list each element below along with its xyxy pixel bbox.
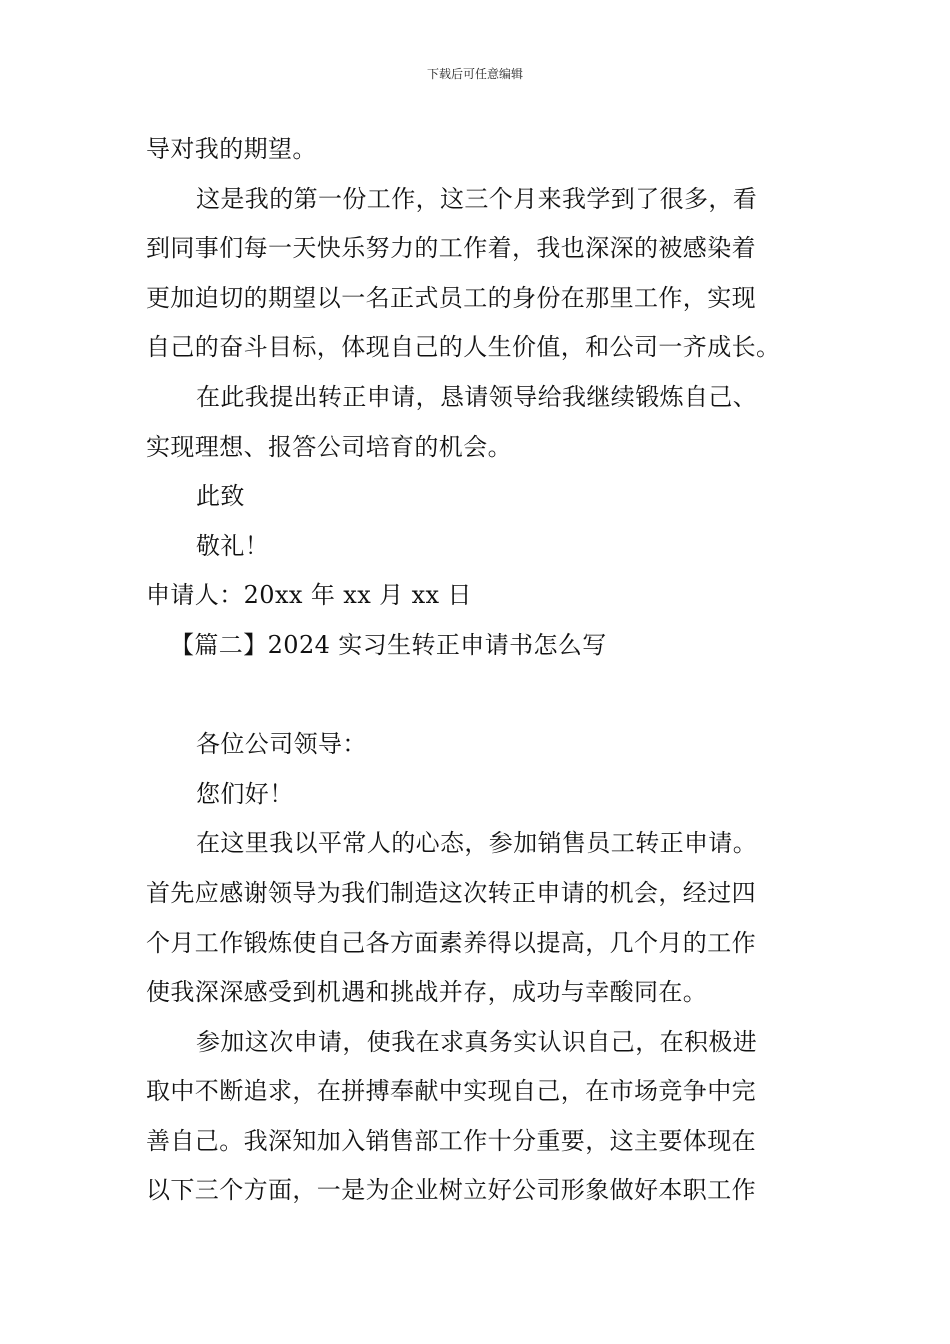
- text-line: 您们好！: [196, 779, 294, 808]
- text-line: 以下三个方面，一是为企业树立好公司形象做好本职工作: [146, 1176, 756, 1205]
- text-line: 申请人：20xx 年 xx 月 xx 日: [146, 581, 472, 610]
- paragraph-application-body: [146, 1018, 806, 1216]
- paragraph-application-intro: [146, 819, 806, 1017]
- text-line: 使我深深感受到机遇和挑战并存，成功与幸酸同在。: [146, 978, 708, 1007]
- text-line: 参加这次申请，使我在求真务实认识自己，在积极进: [196, 1027, 758, 1056]
- text-line: 个月工作锻炼使自己各方面素养得以提高，几个月的工作: [146, 928, 756, 957]
- text-line: 取中不断追求，在拼搏奉献中实现自己，在市场竞争中完: [146, 1077, 756, 1106]
- text-line: 导对我的期望。: [146, 135, 317, 163]
- applicant-date: [146, 571, 806, 621]
- text-line: 首先应感谢领导为我们制造这次转正申请的机会，经过四: [146, 878, 756, 907]
- document-body: [146, 125, 806, 1216]
- text-line: 善自己。我深知加入销售部工作十分重要，这主要体现在: [146, 1126, 756, 1155]
- text-line: 自己的奋斗目标，体现自己的人生价值，和公司一齐成长。: [146, 333, 781, 362]
- salutation-jingli: [146, 522, 806, 572]
- section-heading-part-two: [146, 621, 806, 671]
- page-header-watermark: 下载后可任意编辑: [426, 67, 523, 81]
- greeting-hello: [146, 770, 806, 820]
- paragraph-closing-fragment: [146, 125, 806, 175]
- text-line: 敬礼！: [196, 531, 270, 560]
- salutation-cizhi: [146, 472, 806, 522]
- text-line: 这是我的第一份工作，这三个月来我学到了很多，看: [196, 184, 758, 213]
- paragraph-request: [146, 373, 806, 472]
- blank-line: [146, 671, 806, 721]
- text-line: 在此我提出转正申请，恳请领导给我继续锻炼自己、: [196, 382, 758, 411]
- text-line: 实现理想、报答公司培育的机会。: [146, 432, 512, 461]
- text-line: 在这里我以平常人的心态，参加销售员工转正申请。: [196, 829, 758, 858]
- text-line: 更加迫切的期望以一名正式员工的身份在那里工作，实现: [146, 283, 756, 312]
- paragraph-first-job: [146, 175, 806, 373]
- text-line: 【篇二】2024 实习生转正申请书怎么写: [170, 630, 607, 659]
- text-line: 此致: [196, 482, 245, 511]
- text-line: 到同事们每一天快乐努力的工作着，我也深深的被感染着: [146, 234, 756, 263]
- greeting-leaders: [146, 720, 806, 770]
- text-line: 各位公司领导：: [196, 730, 367, 759]
